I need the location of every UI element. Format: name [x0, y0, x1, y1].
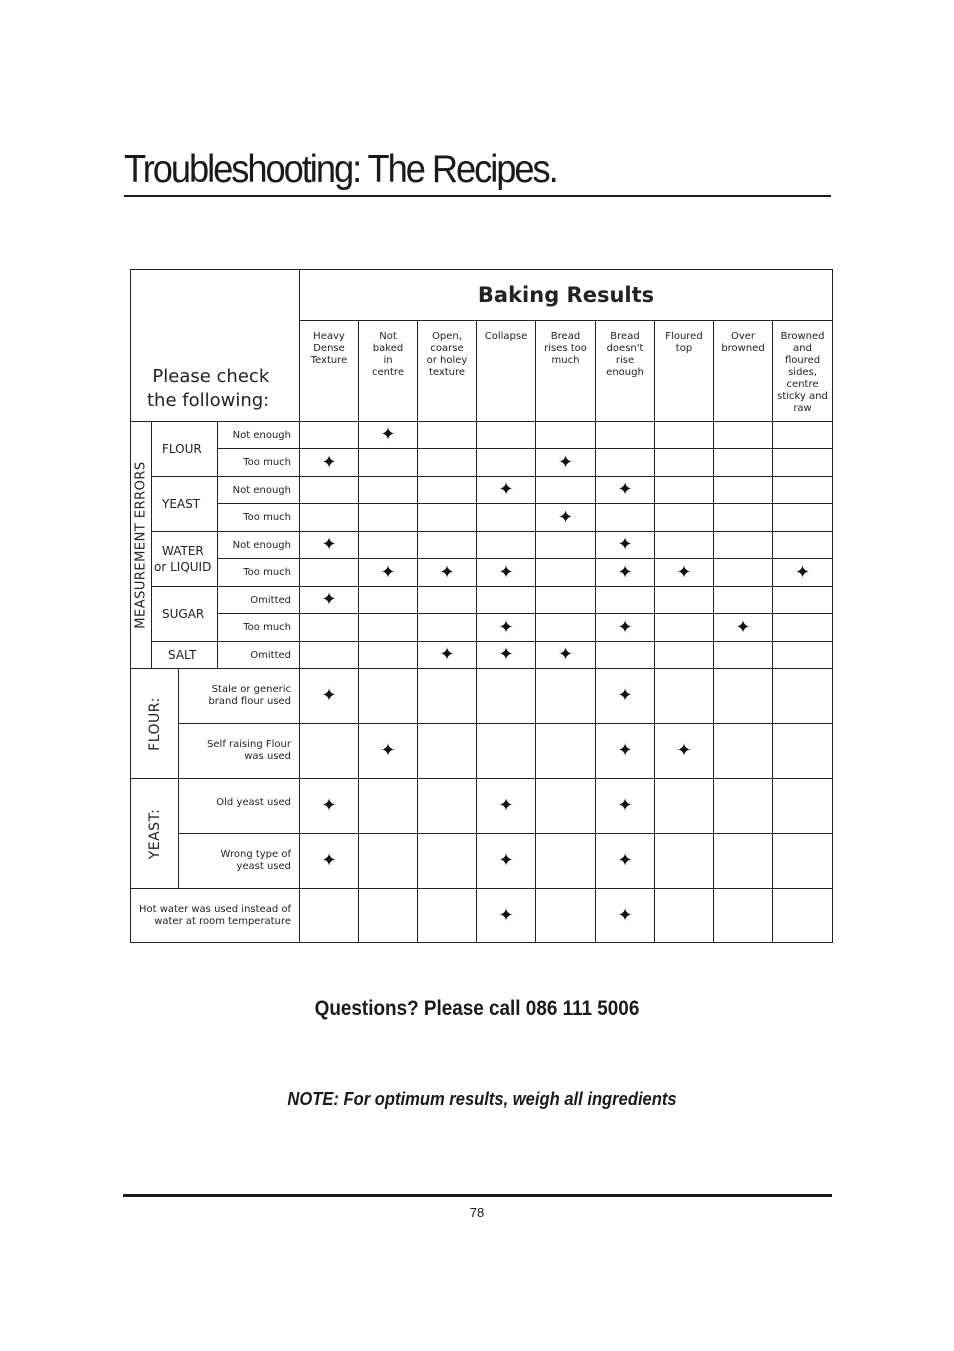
- issue-marker: ✦: [536, 642, 596, 669]
- issue-marker: ✦: [477, 477, 536, 504]
- issue-marker: ✦: [596, 477, 655, 504]
- empty-cell: [773, 477, 833, 504]
- empty-cell: [359, 614, 418, 642]
- column-header-line: or holey: [426, 355, 468, 366]
- empty-cell: [477, 724, 536, 779]
- empty-cell: [773, 642, 833, 669]
- column-header-line: Floured: [665, 331, 703, 342]
- empty-cell: [596, 587, 655, 614]
- empty-cell: [714, 504, 773, 532]
- table-row: [131, 449, 833, 477]
- column-header-line: enough: [606, 367, 644, 378]
- table-row: [131, 834, 833, 889]
- empty-cell: [714, 779, 773, 834]
- empty-cell: [714, 477, 773, 504]
- condition-not-enough: Not enough: [218, 477, 300, 504]
- empty-cell: [596, 422, 655, 449]
- empty-cell: [300, 422, 359, 449]
- empty-cell: [418, 614, 477, 642]
- issue-marker: ✦: [773, 559, 833, 587]
- condition-stale-flour-line-1: Stale or generic: [211, 684, 291, 695]
- check-label: [147, 365, 269, 413]
- issue-marker: ✦: [477, 834, 536, 889]
- issue-marker: ✦: [300, 669, 359, 724]
- issue-marker: ✦: [300, 587, 359, 614]
- column-header-line: Browned: [780, 331, 825, 342]
- condition-hot-water-line-1: Hot water was used instead of: [138, 903, 291, 915]
- page-title: Troubleshooting: The Recipes.: [124, 148, 557, 191]
- column-header-line: centre: [786, 379, 819, 390]
- empty-cell: [714, 834, 773, 889]
- condition-too-much: Too much: [218, 559, 300, 587]
- column-header-line: baked: [372, 343, 404, 354]
- troubleshooting-table: [130, 269, 832, 944]
- empty-cell: [300, 614, 359, 642]
- empty-cell: [418, 477, 477, 504]
- condition-hot-water-line-2: water at room temperature: [154, 915, 291, 927]
- issue-marker: ✦: [477, 889, 536, 943]
- column-header-line: floured: [784, 355, 821, 366]
- column-header-line: rises too: [544, 343, 587, 354]
- issue-marker: ✦: [536, 449, 596, 477]
- condition-too-much: Too much: [218, 504, 300, 532]
- empty-cell: [773, 504, 833, 532]
- issue-marker: ✦: [477, 642, 536, 669]
- table-row: [131, 614, 833, 642]
- empty-cell: [418, 587, 477, 614]
- footer-rule: [123, 1194, 832, 1197]
- empty-cell: [477, 422, 536, 449]
- ingredient-sugar: SUGAR: [152, 587, 218, 642]
- empty-cell: [477, 669, 536, 724]
- issue-marker: ✦: [359, 724, 418, 779]
- condition-too-much: Too much: [218, 614, 300, 642]
- baking-results-title: Baking Results: [300, 270, 833, 321]
- column-header: [655, 321, 714, 422]
- condition-too-much: Too much: [218, 449, 300, 477]
- empty-cell: [655, 504, 714, 532]
- issue-marker: ✦: [300, 834, 359, 889]
- empty-cell: [773, 724, 833, 779]
- table-row: [131, 559, 833, 587]
- empty-cell: [359, 587, 418, 614]
- condition-stale-flour-line-2: brand flour used: [208, 696, 291, 707]
- issue-marker: ✦: [714, 614, 773, 642]
- ingredient-salt: SALT: [152, 642, 218, 669]
- empty-cell: [773, 889, 833, 943]
- empty-cell: [418, 422, 477, 449]
- empty-cell: [655, 642, 714, 669]
- weighing-note: NOTE: For optimum results, weigh all ingredients: [287, 1089, 677, 1109]
- empty-cell: [714, 422, 773, 449]
- empty-cell: [655, 422, 714, 449]
- empty-cell: [773, 422, 833, 449]
- empty-cell: [536, 422, 596, 449]
- empty-cell: [655, 834, 714, 889]
- issue-marker: ✦: [300, 779, 359, 834]
- empty-cell: [655, 532, 714, 559]
- column-header-line: texture: [428, 367, 466, 378]
- column-header-line: rise: [615, 355, 635, 366]
- issue-marker: ✦: [596, 889, 655, 943]
- condition-wrong-yeast-line-2: yeast used: [236, 861, 291, 872]
- issue-marker: ✦: [596, 834, 655, 889]
- empty-cell: [655, 449, 714, 477]
- issue-marker: ✦: [477, 779, 536, 834]
- ingredient-water-line-2: or LIQUID: [154, 560, 212, 574]
- empty-cell: [536, 669, 596, 724]
- issue-marker: ✦: [596, 559, 655, 587]
- check-line-2: the following:: [147, 390, 270, 411]
- empty-cell: [655, 779, 714, 834]
- condition-wrong-yeast: [179, 834, 300, 889]
- empty-cell: [418, 889, 477, 943]
- column-header-line: Not: [379, 331, 397, 342]
- column-header: [536, 321, 596, 422]
- empty-cell: [536, 779, 596, 834]
- condition-hot-water: [131, 889, 300, 943]
- empty-cell: [477, 532, 536, 559]
- condition-old-yeast: Old yeast used: [179, 779, 300, 834]
- empty-cell: [714, 532, 773, 559]
- empty-cell: [596, 449, 655, 477]
- empty-cell: [714, 559, 773, 587]
- condition-self-raising-line-2: was used: [244, 751, 291, 762]
- condition-stale-flour: [179, 669, 300, 724]
- empty-cell: [536, 724, 596, 779]
- condition-not-enough: Not enough: [218, 422, 300, 449]
- empty-cell: [773, 532, 833, 559]
- empty-cell: [655, 669, 714, 724]
- table-row: [131, 724, 833, 779]
- column-header: [773, 321, 833, 422]
- table-row: [131, 889, 833, 943]
- empty-cell: [477, 449, 536, 477]
- empty-cell: [300, 504, 359, 532]
- flour-group-label: FLOUR:: [131, 669, 179, 779]
- empty-cell: [714, 889, 773, 943]
- yeast-group-label: YEAST:: [131, 779, 179, 889]
- empty-cell: [359, 477, 418, 504]
- empty-cell: [773, 834, 833, 889]
- ingredient-flour: FLOUR: [152, 422, 218, 477]
- column-header-line: Bread: [610, 331, 640, 342]
- empty-cell: [596, 504, 655, 532]
- empty-cell: [359, 889, 418, 943]
- ingredient-water: [152, 532, 218, 587]
- empty-cell: [655, 587, 714, 614]
- column-header-line: sides,: [788, 367, 817, 378]
- empty-cell: [536, 889, 596, 943]
- issue-marker: ✦: [596, 724, 655, 779]
- column-header-line: raw: [793, 403, 812, 414]
- column-header: [359, 321, 418, 422]
- page-number: 78: [469, 1205, 485, 1220]
- empty-cell: [359, 669, 418, 724]
- empty-cell: [359, 642, 418, 669]
- empty-cell: [536, 834, 596, 889]
- condition-self-raising-line-1: Self raising Flour: [207, 739, 291, 750]
- issue-marker: ✦: [418, 559, 477, 587]
- empty-cell: [536, 559, 596, 587]
- empty-cell: [773, 669, 833, 724]
- empty-cell: [655, 614, 714, 642]
- column-header: [418, 321, 477, 422]
- table-row: [131, 587, 833, 614]
- empty-cell: [536, 587, 596, 614]
- empty-cell: [536, 614, 596, 642]
- empty-cell: [714, 724, 773, 779]
- empty-cell: [359, 779, 418, 834]
- column-header-line: Heavy: [313, 331, 345, 342]
- column-header: [477, 321, 536, 422]
- column-header-line: much: [551, 355, 580, 366]
- empty-cell: [359, 504, 418, 532]
- issue-marker: ✦: [477, 559, 536, 587]
- empty-cell: [596, 642, 655, 669]
- column-header-line: top: [675, 343, 693, 354]
- issue-marker: ✦: [300, 532, 359, 559]
- empty-cell: [418, 779, 477, 834]
- issue-marker: ✦: [596, 532, 655, 559]
- empty-cell: [714, 642, 773, 669]
- issue-marker: ✦: [655, 559, 714, 587]
- column-header-line: Bread: [550, 331, 581, 342]
- empty-cell: [418, 724, 477, 779]
- empty-cell: [300, 559, 359, 587]
- empty-cell: [536, 477, 596, 504]
- issue-marker: ✦: [596, 779, 655, 834]
- column-header: [300, 321, 359, 422]
- empty-cell: [300, 477, 359, 504]
- condition-wrong-yeast-line-1: Wrong type of: [220, 849, 291, 860]
- issue-marker: ✦: [596, 614, 655, 642]
- condition-omitted: Omitted: [218, 642, 300, 669]
- issue-marker: ✦: [655, 724, 714, 779]
- empty-cell: [418, 669, 477, 724]
- empty-cell: [418, 532, 477, 559]
- ingredient-yeast: YEAST: [152, 477, 218, 532]
- measurement-errors-label: MEASUREMENT ERRORS: [131, 422, 152, 669]
- empty-cell: [418, 449, 477, 477]
- column-header: [596, 321, 655, 422]
- column-header-line: and: [793, 343, 812, 354]
- empty-cell: [359, 532, 418, 559]
- empty-cell: [655, 477, 714, 504]
- condition-not-enough: Not enough: [218, 532, 300, 559]
- issue-marker: ✦: [359, 422, 418, 449]
- check-header: [131, 270, 300, 422]
- issue-marker: ✦: [536, 504, 596, 532]
- column-header-line: in: [383, 355, 393, 366]
- condition-omitted: Omitted: [218, 587, 300, 614]
- empty-cell: [655, 889, 714, 943]
- column-header-line: Over: [730, 331, 756, 342]
- questions-line: Questions? Please call 086 111 5006: [314, 997, 640, 1020]
- issue-marker: ✦: [300, 449, 359, 477]
- issue-marker: ✦: [418, 642, 477, 669]
- title-rule: [124, 195, 831, 197]
- empty-cell: [418, 834, 477, 889]
- empty-cell: [300, 642, 359, 669]
- empty-cell: [714, 669, 773, 724]
- table-row: [131, 504, 833, 532]
- table-row: [131, 642, 833, 669]
- column-header-line: centre: [372, 367, 404, 378]
- column-header-line: doesn't: [606, 343, 644, 354]
- issue-marker: ✦: [477, 614, 536, 642]
- column-header-line: coarse: [430, 343, 464, 354]
- empty-cell: [773, 614, 833, 642]
- empty-cell: [300, 724, 359, 779]
- empty-cell: [477, 587, 536, 614]
- ingredient-water-line-1: WATER: [162, 544, 204, 558]
- issue-marker: ✦: [359, 559, 418, 587]
- table-row: [131, 669, 833, 724]
- empty-cell: [300, 889, 359, 943]
- column-header-line: sticky and: [777, 391, 828, 402]
- empty-cell: [773, 587, 833, 614]
- table-row: [131, 422, 833, 449]
- condition-self-raising-flour: [179, 724, 300, 779]
- empty-cell: [359, 834, 418, 889]
- column-header-line: Collapse: [484, 331, 528, 342]
- empty-cell: [714, 449, 773, 477]
- empty-cell: [773, 449, 833, 477]
- column-header-line: Texture: [310, 355, 348, 366]
- column-header: [714, 321, 773, 422]
- check-line-1: Please check: [152, 366, 270, 387]
- table-row: [131, 532, 833, 559]
- column-header-line: Dense: [313, 343, 345, 354]
- table-row: [131, 477, 833, 504]
- column-header-line: Open,: [432, 331, 462, 342]
- table-row: [131, 779, 833, 834]
- empty-cell: [477, 504, 536, 532]
- empty-cell: [418, 504, 477, 532]
- empty-cell: [773, 779, 833, 834]
- issue-marker: ✦: [596, 669, 655, 724]
- empty-cell: [359, 449, 418, 477]
- column-header-line: browned: [721, 343, 765, 354]
- empty-cell: [536, 532, 596, 559]
- baking-results-grid: [130, 269, 833, 943]
- empty-cell: [714, 587, 773, 614]
